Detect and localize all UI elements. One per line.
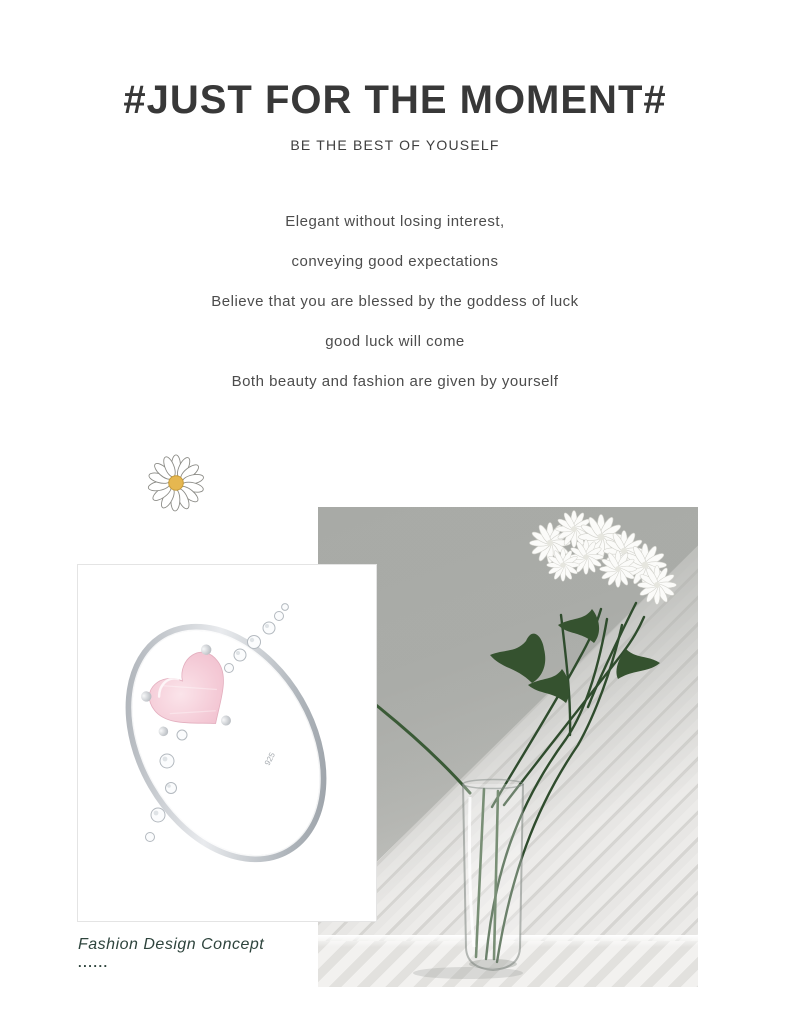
- intro-line: Elegant without losing interest,: [285, 213, 505, 230]
- caption-title: Fashion Design Concept: [78, 936, 265, 953]
- chrysanthemum-leaves: [490, 609, 660, 703]
- grass-blade: [376, 705, 470, 793]
- vase-shadow: [413, 967, 523, 979]
- intro-text: [0, 202, 790, 402]
- ring-engraving: 925: [262, 750, 278, 767]
- daisy-flowers: [530, 511, 677, 605]
- intro-line: Both beauty and fashion are given by yourself: [231, 373, 559, 390]
- page-title: #JUST FOR THE MOMENT#: [123, 78, 667, 122]
- ring-band: [90, 593, 363, 894]
- intro-line: good luck will come: [325, 333, 465, 350]
- intro-line: conveying good expectations: [291, 253, 499, 270]
- page-subtitle: BE THE BEST OF YOUSELF: [290, 137, 500, 153]
- intro-line: Believe that you are blessed by the goddess of luck: [211, 293, 579, 310]
- glass-vase: [463, 780, 523, 971]
- ring-graphic: [78, 565, 376, 921]
- ring-card: [77, 564, 377, 922]
- daisy-icon: [147, 452, 205, 512]
- caption-dots: ......: [78, 955, 109, 970]
